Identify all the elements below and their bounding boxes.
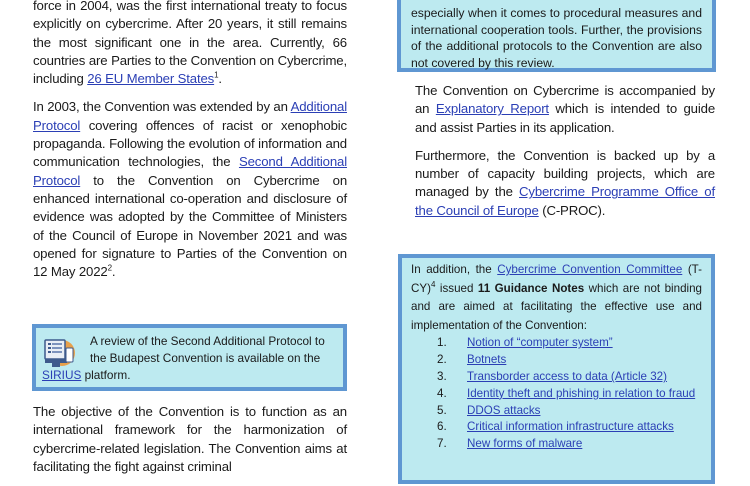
paragraph-capacity-building: Furthermore, the Convention is backed up by a number of capacity building projects, which are managed by the Cybercrime Programme Office of the Council of Europe (C-PROC). <box>415 147 715 218</box>
link-additional-protocol[interactable]: Additional Protocol <box>33 99 347 133</box>
guidance-note-item: 6. Critical information infrastructure attacks <box>411 419 702 436</box>
note-line-2: the Budapest Convention is available on the <box>90 351 321 365</box>
link-guidance-note-computer-system[interactable]: Notion of “computer system” <box>467 336 613 350</box>
guidance-notes-box <box>398 254 715 484</box>
link-cybercrime-convention-committee[interactable]: Cybercrime Convention Committee <box>497 263 683 276</box>
guidance-note-item: 1. Notion of “computer system” <box>411 335 702 352</box>
left-column <box>33 0 347 291</box>
paragraph-convention-intro: force in 2004, was the first international treaty to focus explicitly on cybercrime. After 20 years, it still remains the most significant one in the area. Currently, 66 countries are Parties to the Convention on Cybercrime, including 26 EU Member States$^1$. <box>33 0 347 87</box>
sirius-note-box <box>32 324 347 391</box>
paragraph-explanatory-report: The Convention on Cybercrime is accompanied by an Explanatory Report which is intended to guide and assist Parties in its application. <box>415 83 716 135</box>
link-guidance-note-transborder-access[interactable]: Transborder access to data (Article 32) <box>467 369 667 383</box>
link-guidance-note-botnets[interactable]: Botnets <box>467 353 507 367</box>
note-line-1: A review of the Second Additional Protocol to <box>90 334 325 348</box>
link-explanatory-report[interactable]: Explanatory Report <box>435 101 549 117</box>
link-sirius[interactable]: SIRIUS <box>42 368 82 382</box>
link-guidance-note-critical-infrastructure[interactable]: Critical information infrastructure attacks <box>467 420 674 434</box>
link-guidance-note-malware[interactable]: New forms of malware <box>467 437 583 451</box>
paragraph-protocols: In 2003, the Convention was extended by an Additional Protocol covering offences of racist or xenophobic propaganda. Following the evolution of information and communication technologies, the Second Additional Protocol to the Convention on Cybercrime on enhanced international co-operation and disclosure of evidence was adopted by the Committee of Ministers of the Council of Europe in November 2021 and was opened for signature to Parties of the Convention on 12 May 2022$^2$. <box>33 99 347 280</box>
link-second-additional-protocol[interactable]: Second Additional Protocol <box>33 154 347 188</box>
link-guidance-note-ddos[interactable]: DDOS attacks <box>467 403 541 417</box>
footnote-4[interactable]: 4 <box>430 279 436 289</box>
link-guidance-note-identity-theft[interactable]: Identity theft and phishing in relation to fraud <box>467 386 696 400</box>
review-scope-text: especially when it comes to procedural measures and international cooperation tools. Further, the provisions of the additional protocols to the Convention are also not covered by this review. <box>411 6 702 70</box>
guidance-note-item: 4. Identity theft and phishing in relation to fraud <box>411 386 702 403</box>
footnote-1[interactable]: 1 <box>214 70 219 80</box>
guidance-notes-intro: In addition, the Cybercrime Convention Committee $(T-CY)^4$ issued 11 Guidance Notes which are not binding and are aimed at facilitating the effective use and implementation of the Convention: <box>411 263 702 332</box>
guidance-notes-list <box>411 335 702 453</box>
footnote-2[interactable]: 2 <box>107 263 112 273</box>
guidance-note-item: 5. DDOS attacks <box>411 403 702 420</box>
guidance-note-item: 2. Botnets <box>411 352 702 369</box>
note-line-3: SIRIUS platform. <box>42 368 131 382</box>
right-column <box>415 82 715 230</box>
link-cybercrime-programme-office[interactable]: Cybercrime Programme Office of the Council of Europe <box>415 184 715 218</box>
review-scope-box <box>397 0 716 72</box>
computer-checklist-icon <box>42 336 76 370</box>
link-26-eu-member-states[interactable]: 26 EU Member States <box>87 71 215 87</box>
guidance-note-item: 7. New forms of malware <box>411 436 702 453</box>
paragraph-objective: The objective of the Convention is to function as an international framework for the harmonization of cybercrime-related legislation. The Convention aims at facilitating the fight against criminal <box>33 404 347 474</box>
guidance-note-item: 3. Transborder access to data (Article 32) <box>411 369 702 386</box>
